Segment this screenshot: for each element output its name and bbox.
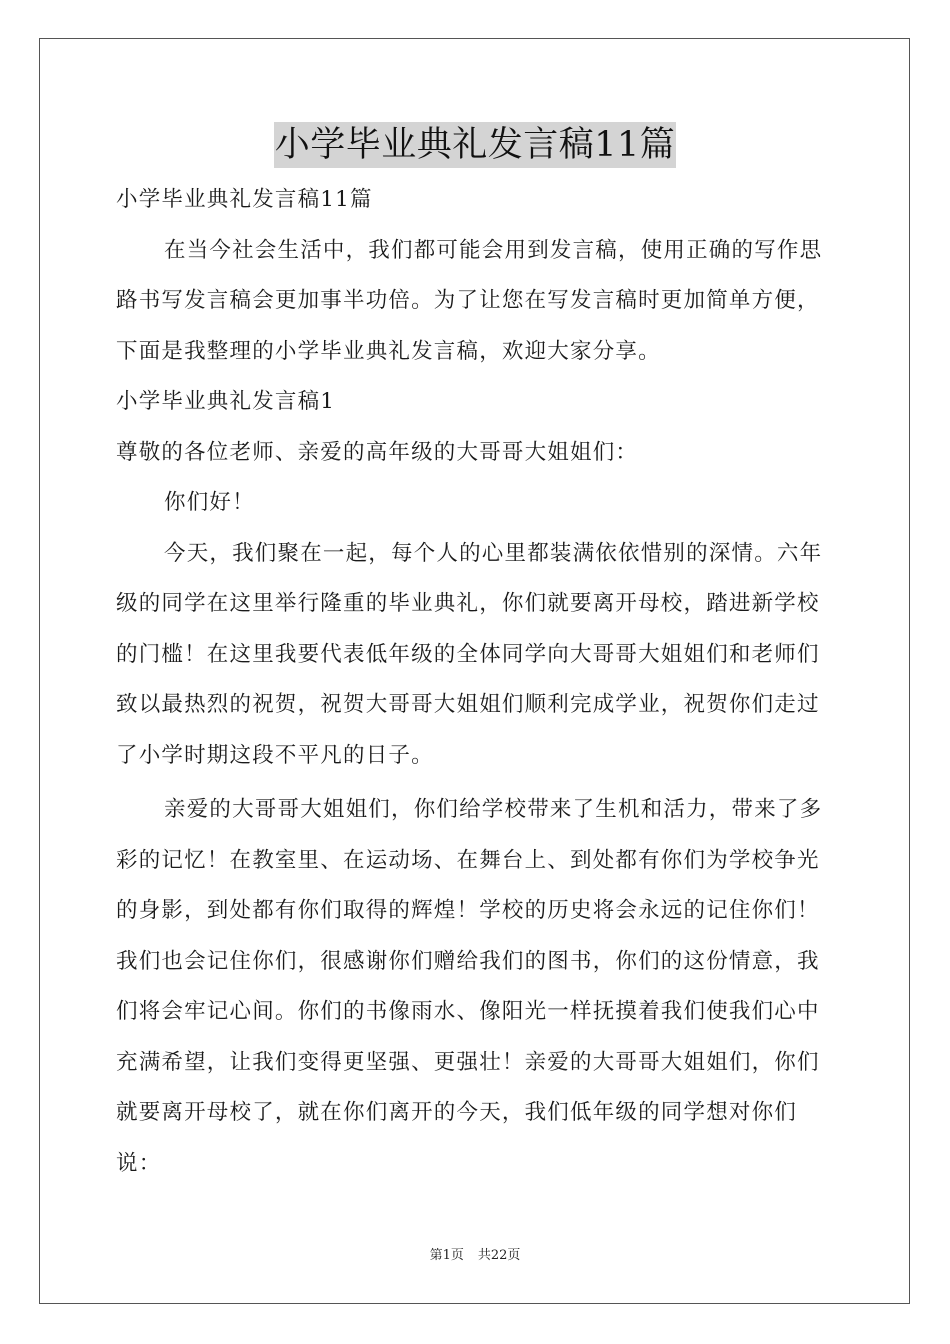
document-body xyxy=(116,175,832,1189)
salutation-paragraph: 尊敬的各位老师、亲爱的高年级的大哥哥大姐姐们： xyxy=(116,439,639,465)
title-container xyxy=(0,122,950,168)
greeting-paragraph: 你们好！ xyxy=(164,490,255,515)
page-number: 第1页 xyxy=(429,1248,464,1263)
page-total: 共22页 xyxy=(477,1248,521,1263)
body-paragraph: 今天，我们聚在一起，每个人的心里都装满依依惜别的深情。六年级的同学在这里举行隆重的毕业典礼，你们就要离开母校，踏进新学校的门槛！在这里我要代表低年级的全体同学向大哥哥大姐姐们和老师们致以最热烈的祝贺，祝贺大哥哥大姐姐们顺利完成学业，祝贺你们走过了小学时期这段不平凡的日子。 xyxy=(116,540,823,768)
body-paragraph: 亲爱的大哥哥大姐姐们，你们给学校带来了生机和活力，带来了多彩的记忆！在教室里、在运动场、在舞台上、到处都有你们为学校争光的身影，到处都有你们取得的辉煌！学校的历史将会永远的记住你们！我们也会记住你们，很感谢你们赠给我们的图书，你们的这份情意，我们将会牢记心间。你们的书像雨水、像阳光一样抚摸着我们使我们心中充满希望，让我们变得更坚强、更强壮！亲爱的大哥哥大姐姐们，你们就要离开母校了，就在你们离开的今天，我们低年级的同学想对你们说： xyxy=(116,797,823,1176)
subtitle-paragraph: 小学毕业典礼发言稿11篇 xyxy=(116,187,373,212)
section-heading: 小学毕业典礼发言稿1 xyxy=(116,389,336,414)
intro-paragraph: 在当今社会生活中，我们都可能会用到发言稿，使用正确的写作思路书写发言稿会更加事半功倍。为了让您在写发言稿时更加简单方便，下面是我整理的小学毕业典礼发言稿，欢迎大家分享。 xyxy=(116,237,823,364)
page-footer xyxy=(0,1246,950,1266)
document-title: 小学毕业典礼发言稿11篇 xyxy=(274,122,677,168)
